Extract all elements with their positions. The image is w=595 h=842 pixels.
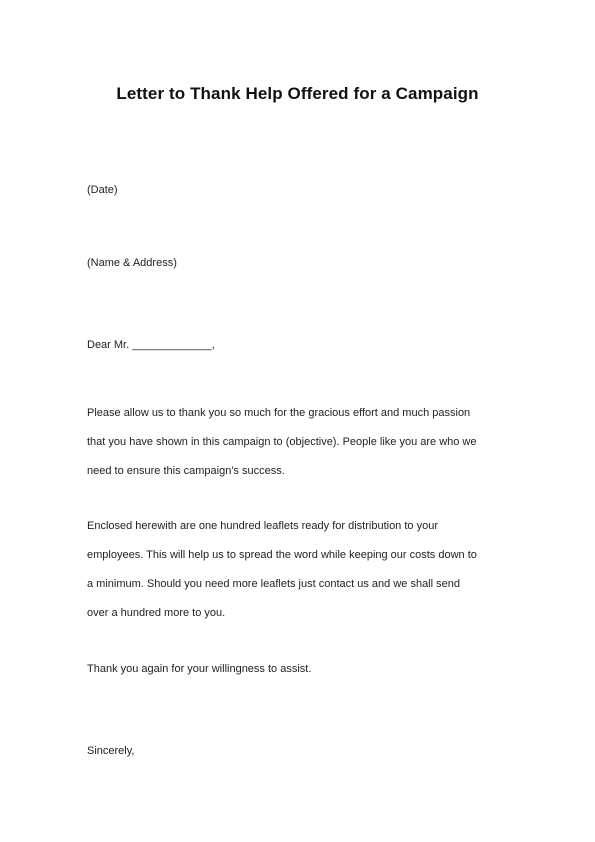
paragraph-line: Please allow us to thank you so much for the gracious effort and much passion [87, 407, 471, 419]
recipient-name-address: (Name & Address) [87, 257, 177, 269]
salutation: Dear Mr. _____________, [87, 339, 215, 351]
paragraph-thanks: Thank you again for your willingness to assist. [87, 663, 312, 675]
paragraph-line: over a hundred more to you. [87, 607, 226, 619]
paragraph-line: employees. This will help us to spread the word while keeping our costs down to [87, 549, 477, 561]
paragraph-line: need to ensure this campaign's success. [87, 465, 285, 477]
closing: Sincerely, [87, 745, 135, 757]
letter-title: Letter to Thank Help Offered for a Campaign [116, 84, 479, 103]
paragraph-line: Enclosed herewith are one hundred leaflets ready for distribution to your [87, 520, 438, 532]
paragraph-line: that you have shown in this campaign to (objective). People like you are who we [87, 436, 477, 448]
paragraph-line: a minimum. Should you need more leaflets just contact us and we shall send [87, 578, 460, 590]
date-placeholder: (Date) [87, 184, 118, 196]
